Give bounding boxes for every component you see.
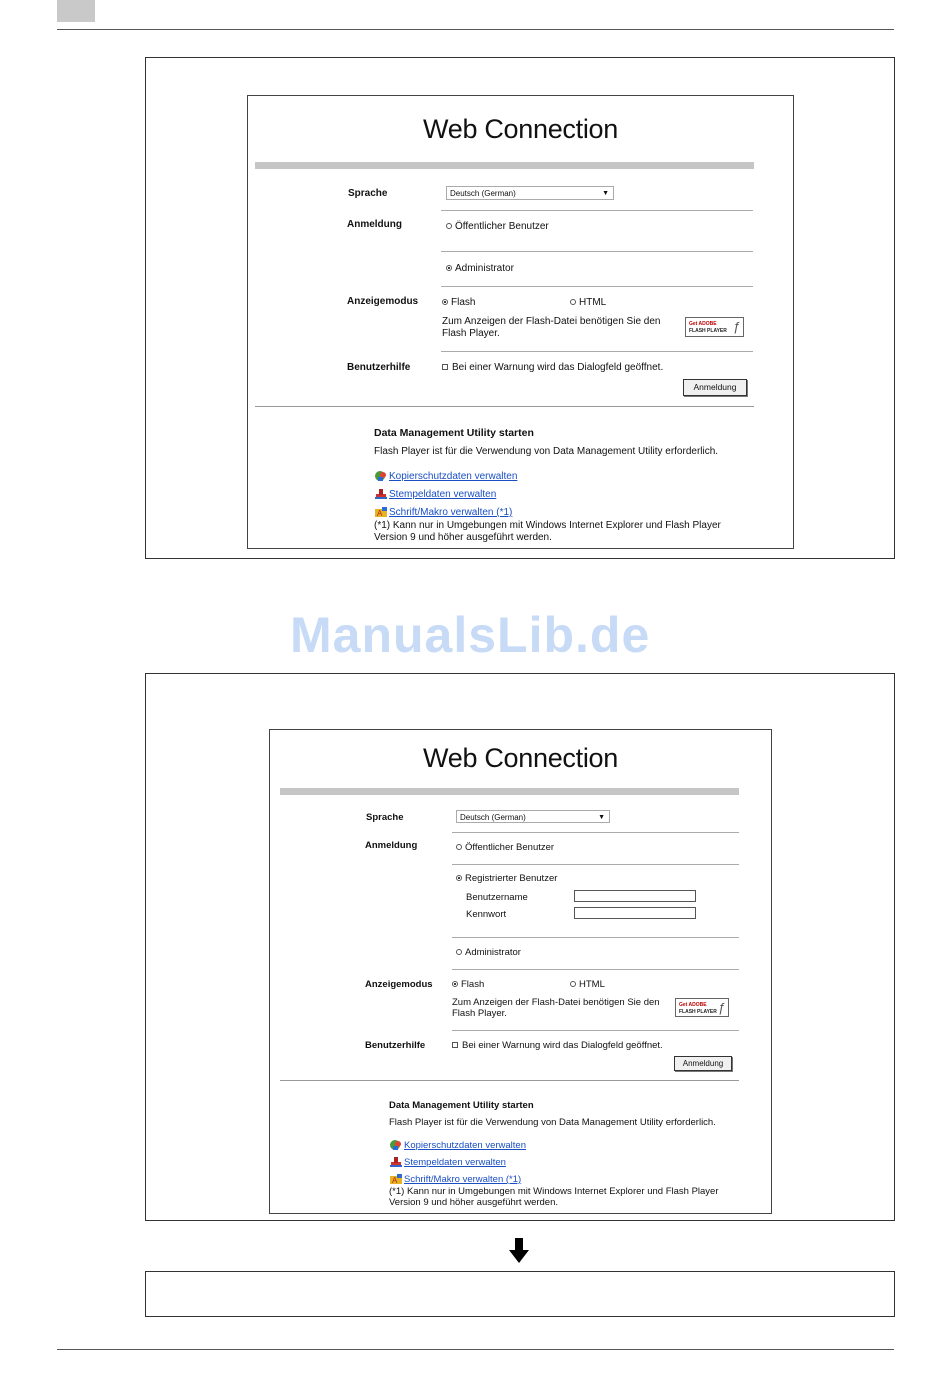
html-text: HTML <box>579 297 607 308</box>
watermark: ManualsLib.de <box>290 607 651 663</box>
title-band <box>255 162 754 169</box>
flash-note-line-1: Zum Anzeigen der Flash-Datei benötigen Sie den <box>442 316 661 327</box>
divider <box>452 832 739 833</box>
flash-text: Flash <box>461 979 485 990</box>
footnote-line-2: Version 9 und höher ausgeführt werden. <box>374 532 552 543</box>
language-value: Deutsch (German) <box>460 813 526 822</box>
html-text: HTML <box>579 979 605 990</box>
font-macro-icon <box>389 1172 403 1184</box>
flash-note <box>442 316 660 340</box>
password-label: Kennwort <box>466 909 507 920</box>
copy-protection-link[interactable]: Kopierschutzdaten verwalten <box>404 1140 526 1151</box>
flash-radio[interactable] <box>442 299 448 305</box>
username-label: Benutzername <box>466 892 528 903</box>
result-box <box>145 1271 895 1317</box>
footnote-line-1: (*1) Kann nur in Umgebungen mit Windows Internet Explorer und Flash Player <box>389 1186 719 1197</box>
flash-option[interactable] <box>442 297 475 308</box>
section-divider <box>280 1080 739 1081</box>
password-field[interactable] <box>574 907 696 919</box>
flash-note-line-1: Zum Anzeigen der Flash-Datei benötigen Sie den <box>452 997 660 1008</box>
flash-text: Flash <box>451 297 476 308</box>
username-field[interactable] <box>574 890 696 902</box>
footer-rule <box>57 1349 894 1350</box>
help-checkbox-option[interactable] <box>452 1040 663 1051</box>
help-label: Benutzerhilfe <box>365 1040 426 1051</box>
divider <box>441 251 753 252</box>
administrator-text: Administrator <box>465 947 521 958</box>
administrator-option[interactable] <box>446 263 514 274</box>
public-user-radio[interactable] <box>456 844 462 850</box>
divider <box>441 351 753 352</box>
chevron-down-icon: ▼ <box>602 190 609 197</box>
registered-user-text: Registrierter Benutzer <box>465 873 558 884</box>
stamp-link[interactable]: Stempeldaten verwalten <box>404 1157 506 1168</box>
public-user-radio[interactable] <box>446 223 452 229</box>
footnote-line-1: (*1) Kann nur in Umgebungen mit Windows Internet Explorer und Flash Player <box>374 520 721 531</box>
copy-protection-link[interactable]: Kopierschutzdaten verwalten <box>389 471 518 482</box>
flash-radio[interactable] <box>452 981 458 987</box>
title-band <box>280 788 739 795</box>
language-value: Deutsch (German) <box>450 189 516 198</box>
display-mode-label: Anzeigemodus <box>365 979 433 990</box>
dmu-title: Data Management Utility starten <box>374 427 534 439</box>
dmu-title: Data Management Utility starten <box>389 1100 534 1111</box>
dmu-note: Flash Player ist für die Verwendung von Data Management Utility erforderlich. <box>374 446 719 457</box>
footnote <box>374 520 721 544</box>
font-macro-link[interactable]: Schrift/Makro verwalten (*1) <box>404 1174 522 1185</box>
app-title: Web Connection <box>423 743 618 773</box>
flash-logo-bottom: FLASH PLAYER <box>679 1009 717 1015</box>
footnote <box>389 1186 719 1208</box>
administrator-option[interactable] <box>456 947 521 958</box>
login-button[interactable]: Anmeldung <box>683 379 747 396</box>
get-flash-player-badge[interactable] <box>685 317 744 337</box>
administrator-radio[interactable] <box>456 949 462 955</box>
login-label: Anmeldung <box>365 840 418 851</box>
divider <box>452 1030 739 1031</box>
public-user-text: Öffentlicher Benutzer <box>455 221 549 232</box>
login-label: Anmeldung <box>347 219 402 230</box>
down-arrow-icon <box>509 1250 529 1263</box>
public-user-text: Öffentlicher Benutzer <box>465 842 555 853</box>
flash-note-line-2: Flash Player. <box>442 328 500 339</box>
login-panel-1 <box>247 95 794 549</box>
section-divider <box>255 406 754 407</box>
font-macro-icon <box>374 505 388 517</box>
flash-f-icon: ƒ <box>717 1000 725 1015</box>
flash-note-line-2: Flash Player. <box>452 1008 507 1019</box>
login-panel-2 <box>269 729 772 1214</box>
divider <box>441 286 753 287</box>
flash-option[interactable] <box>452 979 484 990</box>
stamp-link-row[interactable] <box>374 484 496 502</box>
language-label: Sprache <box>348 188 388 199</box>
copy-protection-icon <box>389 1138 403 1150</box>
html-radio[interactable] <box>570 299 576 305</box>
public-user-option[interactable] <box>446 221 549 232</box>
language-select[interactable] <box>446 186 614 200</box>
public-user-option[interactable] <box>456 842 554 853</box>
registered-user-radio[interactable] <box>456 875 462 881</box>
chevron-down-icon: ▼ <box>598 814 605 821</box>
display-mode-label: Anzeigemodus <box>347 296 419 307</box>
flash-note <box>452 997 660 1019</box>
page-tab-marker <box>57 0 95 22</box>
html-option[interactable] <box>570 297 606 308</box>
svg-text:A: A <box>392 1175 398 1185</box>
flash-f-icon: ƒ <box>732 319 740 334</box>
copy-protection-icon <box>374 469 388 481</box>
login-button[interactable]: Anmeldung <box>674 1056 732 1071</box>
html-radio[interactable] <box>570 981 576 987</box>
divider <box>452 969 739 970</box>
font-macro-link-row[interactable] <box>374 502 512 520</box>
svg-text:A: A <box>377 508 383 518</box>
language-select[interactable] <box>456 810 610 823</box>
font-macro-link[interactable]: Schrift/Makro verwalten (*1) <box>389 507 513 518</box>
divider <box>441 210 753 211</box>
flash-logo-top: Get ADOBE <box>679 1002 707 1008</box>
app-title: Web Connection <box>423 114 618 144</box>
get-flash-player-badge[interactable] <box>675 998 729 1017</box>
divider <box>452 937 739 938</box>
copy-protection-link-row[interactable] <box>374 466 517 484</box>
stamp-icon <box>374 487 388 499</box>
stamp-link[interactable]: Stempeldaten verwalten <box>389 489 497 500</box>
registered-user-option[interactable] <box>456 873 557 884</box>
font-macro-link-row[interactable] <box>389 1169 521 1187</box>
help-checkbox-text: Bei einer Warnung wird das Dialogfeld geöffnet. <box>462 1040 663 1051</box>
stamp-icon <box>389 1155 403 1167</box>
dmu-note: Flash Player ist für die Verwendung von Data Management Utility erforderlich. <box>389 1117 716 1128</box>
stamp-link-row[interactable] <box>389 1152 506 1170</box>
html-option[interactable] <box>570 979 605 990</box>
footnote-line-2: Version 9 und höher ausgeführt werden. <box>389 1197 559 1208</box>
administrator-radio[interactable] <box>446 265 452 271</box>
help-label: Benutzerhilfe <box>347 362 411 373</box>
help-checkbox[interactable] <box>452 1042 458 1048</box>
copy-protection-link-row[interactable] <box>389 1135 526 1153</box>
flash-logo-bottom: FLASH PLAYER <box>689 328 727 334</box>
language-label: Sprache <box>366 812 404 823</box>
administrator-text: Administrator <box>455 263 514 274</box>
header-rule <box>57 29 894 30</box>
flash-logo-top: Get ADOBE <box>689 321 717 327</box>
divider <box>452 864 739 865</box>
help-checkbox[interactable] <box>442 364 448 370</box>
help-checkbox-option[interactable] <box>442 362 663 373</box>
help-checkbox-text: Bei einer Warnung wird das Dialogfeld geöffnet. <box>452 362 664 373</box>
